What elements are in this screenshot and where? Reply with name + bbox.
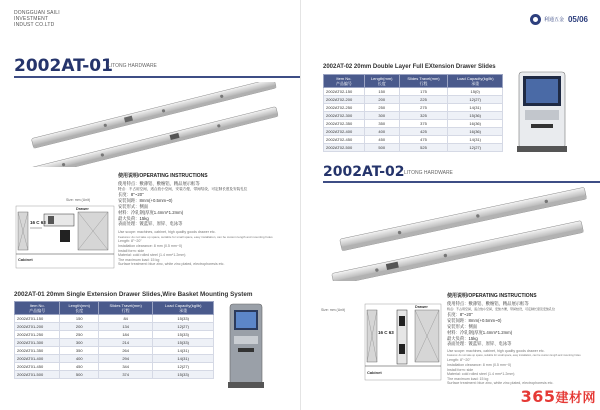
logo-icon (530, 14, 541, 25)
instruction-en-line: Surface treatment: blue zinc, white zinc plated, electrophoresis etc. (118, 262, 225, 267)
company-name (14, 10, 60, 28)
instruction-en-line: The maximum load: 15 kg (447, 376, 489, 381)
column-header: Length(mm) 长度 (364, 75, 399, 88)
kiosk-machine-image-01 (220, 300, 272, 390)
instruction-line: 安装间距：8mm(+0.5mm~0) (447, 318, 502, 324)
drawing-dimension-label: 16 C 63 (378, 330, 394, 335)
table-row: 2002AT02-500 500 525 12(27) (324, 144, 503, 152)
table-row: 2002AT02-200 200 225 12(27) (324, 96, 503, 104)
watermark-brand: 365 (520, 387, 556, 406)
table-row: 2002AT01-500 500 374 15(33) (15, 371, 214, 379)
table-header-row (324, 75, 503, 88)
instruction-en-line: Features: do not take up space, suitable for small space, easy installation, can be custom length and mounting holes (118, 234, 273, 239)
instruction-line: 最大负荷：15kg (118, 215, 149, 221)
table-title-01: 2002AT-01 20mm Single Extension Drawer Slides,Wire Basket Mounting System (14, 291, 253, 298)
column-header: Item No. 产品编号 (324, 75, 365, 88)
slide-product-image-01 (16, 82, 296, 167)
instruction-line: 使用特点：敷薄铝、敷缠铝，精品展示框等 (447, 300, 529, 306)
spec-table-01 (14, 301, 214, 379)
kiosk-machine-image-02 (513, 68, 571, 154)
instructions-01 (118, 174, 298, 267)
model-title-01: 2002AT-01 (14, 56, 113, 76)
page-numbers: 05/06 (567, 14, 588, 24)
table-row: 2002AT01-200 200 134 12(27) (15, 323, 214, 331)
instruction-en-line: Install form: side (447, 367, 474, 372)
instruction-en-line: Installation clearance: 8 mm (0.5 mm~0) (118, 243, 183, 248)
instruction-en-line: Installation clearance: 8 mm (0.5 mm~0) (447, 362, 512, 367)
table-row: 2002AT01-300 300 214 15(33) (15, 339, 214, 347)
instruction-line: 特点：不占用空间，适合放小空间，安装方便，带间结设，可定制长度及安装孔位 (447, 306, 556, 311)
column-header: Load Capacity(kg/lb) 承重 (448, 75, 503, 88)
table-row: 2002AT02-350 350 375 16(36) (324, 120, 503, 128)
instruction-line: 表面处理：镀蓝锌、原锌、电泳等 (447, 341, 512, 347)
instruction-en-line: Material: cold rolled steel (1.4 mm*1.2mm) (447, 372, 515, 377)
column-header: Slides Travel(mm) 行程 (99, 302, 153, 315)
instruction-en-line: Features: do not take up space, suitable for small space, easy installation, can be custom length and mounting holes (447, 353, 581, 357)
model-subtitle-01: LITONG HARDWARE (108, 63, 157, 69)
drawing-drawer-label: Drawer (76, 207, 89, 211)
drawing-size-label: Size: mm (Unit) (66, 198, 91, 202)
company-line: INDUST CO.LTD (14, 22, 55, 28)
table-row: 2002AT02-150 150 175 15(0) (324, 88, 503, 96)
instruction-line: 安装间距：8mm(+0.5mm~0) (118, 198, 173, 204)
rail-upper (340, 187, 587, 251)
instruction-en-line: Length: 8"~20" (118, 239, 142, 244)
table-row: 2002AT01-400 400 294 14(31) (15, 355, 214, 363)
column-header: Item No. 产品编号 (15, 302, 60, 315)
drawing-dimension-label: 16 C 63 (30, 220, 46, 225)
table-row: 2002AT01-450 450 344 12(27) (15, 363, 214, 371)
instruction-en-line: Material: cold rolled steel (1.4 mm*1.2mm) (118, 253, 186, 258)
watermark-suffix: 建材网 (555, 391, 596, 406)
instructions-title: 使用说明/OPERATING INSTRUCTIONS (447, 293, 537, 299)
table-row: 2002AT02-450 450 475 14(31) (324, 136, 503, 144)
instruction-line: 长度：8"~20" (447, 312, 473, 318)
instruction-line: 安装形式：侧面 (447, 323, 478, 329)
table-row: 2002AT01-150 150 84 15(33) (15, 315, 214, 323)
instruction-en-line: Use scope: machines, cabinet, high quality goods drawer etc. (118, 230, 216, 235)
right-page (300, 0, 600, 410)
drawing-cabinet-label: Cabinet (18, 257, 33, 262)
company-line: INVESTMENT (14, 16, 49, 22)
instruction-en-line: Length: 8"~20" (447, 358, 471, 363)
table-row: 2002AT02-250 250 275 14(31) (324, 104, 503, 112)
instruction-line: 特点：不占用空间，适合放小空间，安装方便，带间结设，可定制长度及安装孔位 (118, 186, 248, 191)
rail-lower (332, 221, 584, 281)
site-watermark (521, 387, 596, 406)
instruction-line: 材料：冷轧钢(厚度1.4mm*1.2mm) (118, 209, 184, 215)
instructions-02 (447, 294, 597, 386)
table-title-02: 2002AT-02 20mm Double Layer Full EXtension Drawer Slides (323, 64, 496, 70)
instruction-line: 使用特点：敷薄铝、敷缠铝，精品展示框等 (118, 180, 200, 186)
installation-drawing-02 (321, 296, 443, 382)
table-row: 2002AT01-350 350 264 14(31) (15, 347, 214, 355)
slide-product-image-02 (321, 186, 599, 281)
instruction-line: 长度：8"~20" (118, 192, 144, 198)
logo-text: 利通五金 (543, 16, 564, 23)
column-header: Slides Travel(mm) 行程 (399, 75, 448, 88)
instruction-en-line: The maximum load: 15 kg (118, 257, 160, 262)
model-subtitle-02: LITONG HARDWARE (404, 170, 453, 176)
table-row: 2002AT01-250 250 184 15(33) (15, 331, 214, 339)
instruction-line: 最大负荷：15kg (447, 335, 478, 341)
table-row: 2002AT02-400 400 425 16(36) (324, 128, 503, 136)
drawing-size-label: Size: mm (Unit) (321, 308, 346, 312)
column-header: Load Capacity(kg/lb) 承重 (153, 302, 214, 315)
table-header-row (15, 302, 214, 315)
instruction-line: 表面处理：镀蓝锌、原锌、电泳等 (118, 221, 183, 227)
header-rule (14, 76, 300, 78)
instruction-line: 安装形式：侧面 (118, 203, 149, 209)
spec-table-02 (323, 74, 503, 152)
instruction-en-line: Surface treatment: blue zinc, white zinc plated, electrophoresis etc. (447, 381, 554, 386)
company-line: DONGGUAN SAILI (14, 10, 60, 16)
instruction-line: 材料：冷轧钢(厚度1.4mm*1.2mm) (447, 329, 513, 335)
instruction-en-line: Install form: side (118, 248, 145, 253)
model-title-02: 2002AT-02 (323, 164, 405, 180)
table-row: 2002AT02-300 300 325 15(36) (324, 112, 503, 120)
drawing-cabinet-label: Cabinet (367, 370, 382, 375)
installation-drawing-01 (14, 198, 116, 272)
column-header: Length(mm) 长度 (60, 302, 99, 315)
drawing-drawer-label: Drawer (415, 305, 428, 309)
instructions-title: 使用说明/OPERATING INSTRUCTIONS (118, 173, 208, 179)
instruction-en-line: Use scope: machines, cabinet, high quality goods drawer etc. (447, 349, 545, 354)
brand-logo (530, 10, 588, 28)
header-rule (323, 181, 600, 183)
